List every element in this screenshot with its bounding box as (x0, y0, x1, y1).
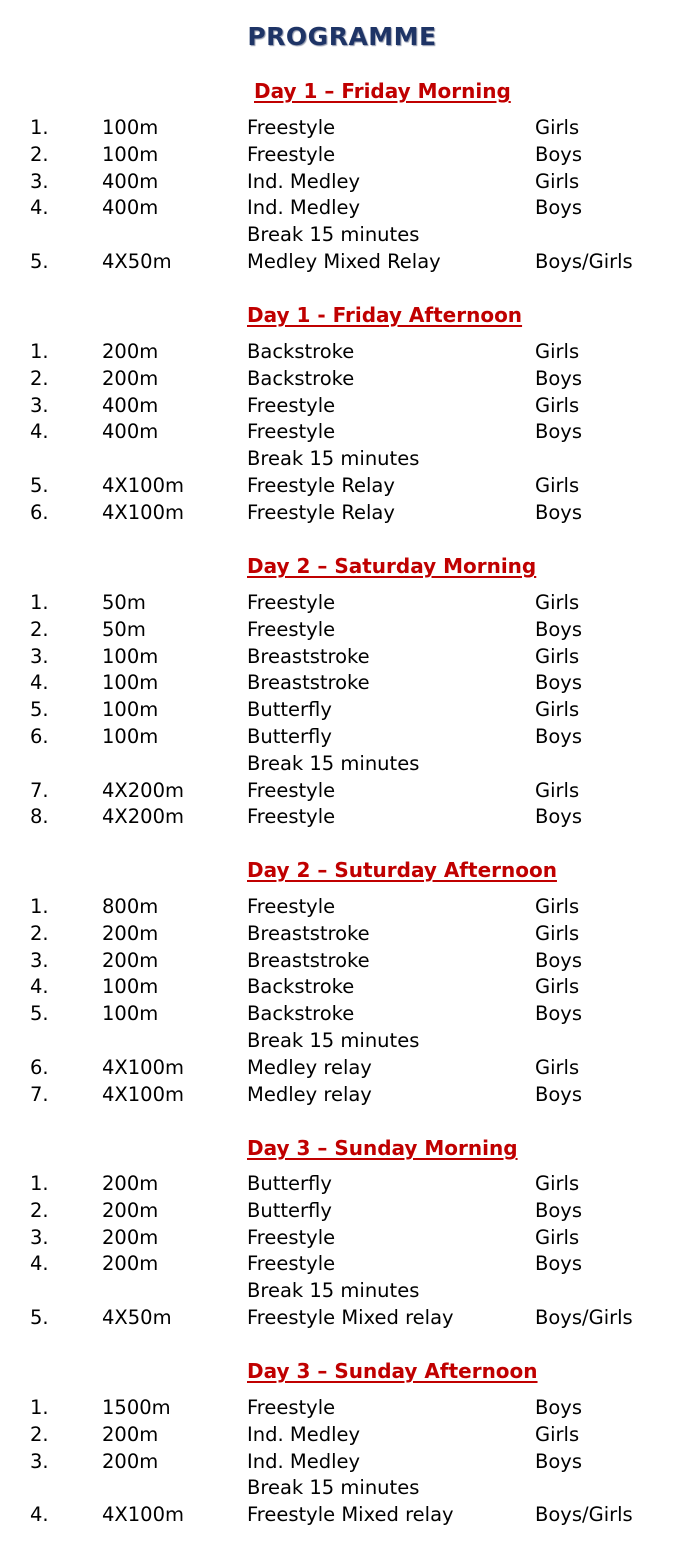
session-heading: Day 2 – Saturday Morning (247, 554, 537, 578)
event-gender: Girls (535, 116, 580, 139)
event-gender: Girls (535, 698, 580, 722)
event-gender: Boys (535, 1396, 583, 1419)
event-name: Breaststroke (247, 921, 370, 945)
event-row (0, 115, 684, 142)
event-row (0, 921, 684, 948)
event-row (0, 1001, 684, 1028)
event-distance: 100m (102, 975, 159, 999)
event-distance: 4X200m (102, 778, 184, 802)
event-distance: 4X100m (102, 1082, 184, 1106)
event-number: 1. (30, 340, 49, 363)
event-gender: Boys (535, 1449, 583, 1473)
event-name: Freestyle (247, 1225, 336, 1249)
event-number: 8. (30, 805, 49, 829)
event-number: 3. (30, 1449, 49, 1473)
event-row (0, 617, 684, 644)
event-name: Freestyle Relay (247, 500, 395, 524)
event-name: Butterfly (247, 698, 332, 722)
event-gender: Girls (535, 1422, 580, 1446)
event-distance: 200m (102, 1449, 159, 1473)
session-heading: Day 3 – Sunday Morning (247, 1136, 518, 1160)
event-number: 5. (30, 474, 49, 497)
event-gender: Boys (535, 500, 583, 524)
event-number: 5. (30, 250, 49, 273)
event-gender: Girls (535, 921, 580, 945)
break-row (0, 1475, 684, 1502)
event-gender: Boys (535, 142, 583, 166)
event-gender: Boys (535, 948, 583, 972)
event-row (0, 1251, 684, 1278)
event-name: Ind. Medley (247, 1422, 361, 1446)
event-distance: 400m (102, 420, 159, 444)
event-name: Break 15 minutes (247, 1029, 420, 1052)
event-number: 1. (30, 895, 49, 918)
event-name: Freestyle (247, 778, 336, 802)
event-row (0, 644, 684, 671)
event-distance: 4X50m (102, 250, 172, 273)
event-distance: 4X100m (102, 474, 184, 497)
event-row (0, 473, 684, 500)
event-number: 3. (30, 393, 49, 417)
event-row (0, 670, 684, 697)
event-distance: 200m (102, 1198, 159, 1222)
event-number: 2. (30, 142, 49, 166)
event-distance: 100m (102, 698, 159, 722)
event-distance: 200m (102, 948, 159, 972)
event-number: 4. (30, 1503, 49, 1527)
event-gender: Girls (535, 169, 580, 193)
event-row (0, 500, 684, 527)
event-name: Butterfly (247, 1198, 332, 1222)
event-name: Medley relay (247, 1055, 372, 1079)
event-number: 7. (30, 1082, 49, 1106)
event-distance: 4X100m (102, 1503, 184, 1527)
event-distance: 50m (102, 591, 146, 614)
event-gender: Boys/Girls (535, 250, 633, 273)
event-row (0, 724, 684, 751)
event-distance: 4X200m (102, 805, 184, 829)
event-gender: Girls (535, 1172, 580, 1195)
event-number: 6. (30, 1055, 49, 1079)
event-row (0, 1198, 684, 1225)
event-gender: Boys (535, 1082, 583, 1106)
event-number: 1. (30, 116, 49, 139)
event-distance: 1500m (102, 1396, 171, 1419)
event-name: Break 15 minutes (247, 1279, 420, 1303)
event-name: Freestyle (247, 116, 336, 139)
event-gender: Boys (535, 671, 583, 695)
event-name: Freestyle (247, 393, 336, 417)
event-row (0, 1395, 684, 1422)
break-row (0, 1278, 684, 1305)
event-distance: 200m (102, 340, 159, 363)
event-number: 4. (30, 420, 49, 444)
event-gender: Girls (535, 591, 580, 614)
break-row (0, 1028, 684, 1055)
event-distance: 200m (102, 1172, 159, 1195)
event-distance: 100m (102, 644, 159, 668)
event-number: 6. (30, 500, 49, 524)
event-distance: 100m (102, 116, 159, 139)
event-distance: 400m (102, 196, 159, 220)
event-row (0, 169, 684, 196)
event-row (0, 1055, 684, 1082)
event-gender: Girls (535, 1225, 580, 1249)
event-number: 1. (30, 591, 49, 614)
event-number: 4. (30, 196, 49, 220)
event-name: Freestyle Relay (247, 474, 395, 497)
event-number: 2. (30, 1198, 49, 1222)
event-number: 3. (30, 1225, 49, 1249)
event-distance: 400m (102, 393, 159, 417)
event-row (0, 1082, 684, 1109)
event-row (0, 948, 684, 975)
event-name: Freestyle Mixed relay (247, 1306, 454, 1329)
event-gender: Boys (535, 725, 583, 748)
event-name: Freestyle Mixed relay (247, 1503, 454, 1527)
event-row (0, 419, 684, 446)
event-gender: Boys (535, 617, 583, 641)
event-number: 3. (30, 169, 49, 193)
event-name: Breaststroke (247, 644, 370, 668)
event-distance: 4X100m (102, 1055, 184, 1079)
event-number: 5. (30, 1306, 49, 1329)
event-name: Freestyle (247, 805, 336, 829)
break-row (0, 446, 684, 473)
event-row (0, 974, 684, 1001)
event-row (0, 804, 684, 831)
event-gender: Boys (535, 366, 583, 390)
event-distance: 400m (102, 169, 159, 193)
event-gender: Boys (535, 196, 583, 220)
event-name: Backstroke (247, 1002, 355, 1026)
event-gender: Boys/Girls (535, 1306, 633, 1329)
event-name: Freestyle (247, 1252, 336, 1276)
event-row (0, 195, 684, 222)
event-name: Ind. Medley (247, 169, 361, 193)
event-row (0, 894, 684, 921)
session-heading: Day 2 – Suturday Afternoon (247, 858, 557, 882)
event-name: Freestyle (247, 895, 336, 918)
session-heading: Day 1 – Friday Morning (254, 79, 511, 103)
event-name: Butterfly (247, 725, 332, 748)
event-distance: 100m (102, 142, 159, 166)
event-number: 4. (30, 975, 49, 999)
event-number: 6. (30, 725, 49, 748)
event-name: Breaststroke (247, 671, 370, 695)
event-number: 5. (30, 1002, 49, 1026)
event-distance: 200m (102, 366, 159, 390)
event-gender: Girls (535, 975, 580, 999)
event-gender: Girls (535, 1055, 580, 1079)
event-name: Medley Mixed Relay (247, 250, 441, 273)
event-row (0, 1305, 684, 1332)
event-gender: Boys/Girls (535, 1503, 633, 1527)
event-name: Medley relay (247, 1082, 372, 1106)
event-gender: Girls (535, 393, 580, 417)
event-row (0, 142, 684, 169)
event-distance: 200m (102, 921, 159, 945)
event-number: 2. (30, 1422, 49, 1446)
event-gender: Girls (535, 778, 580, 802)
event-row (0, 1502, 684, 1529)
event-number: 1. (30, 1172, 49, 1195)
event-distance: 200m (102, 1252, 159, 1276)
event-number: 1. (30, 1396, 49, 1419)
event-distance: 100m (102, 1002, 159, 1026)
event-name: Ind. Medley (247, 1449, 361, 1473)
event-name: Freestyle (247, 420, 336, 444)
event-row (0, 697, 684, 724)
event-gender: Boys (535, 420, 583, 444)
event-name: Breaststroke (247, 948, 370, 972)
session-heading: Day 1 - Friday Afternoon (247, 303, 523, 327)
event-distance: 100m (102, 671, 159, 695)
event-number: 2. (30, 366, 49, 390)
session-heading: Day 3 – Sunday Afternoon (247, 1359, 538, 1383)
event-gender: Girls (535, 340, 580, 363)
event-row (0, 1422, 684, 1449)
event-gender: Boys (535, 1002, 583, 1026)
event-distance: 100m (102, 725, 159, 748)
event-distance: 800m (102, 895, 159, 918)
event-name: Break 15 minutes (247, 223, 420, 247)
event-number: 7. (30, 778, 49, 802)
event-gender: Girls (535, 644, 580, 668)
break-row (0, 222, 684, 249)
event-name: Break 15 minutes (247, 751, 420, 775)
event-distance: 4X100m (102, 500, 184, 524)
event-name: Butterfly (247, 1172, 332, 1195)
event-row (0, 249, 684, 276)
event-row (0, 339, 684, 366)
event-gender: Girls (535, 895, 580, 918)
event-name: Freestyle (247, 617, 336, 641)
event-name: Ind. Medley (247, 196, 361, 220)
event-gender: Girls (535, 474, 580, 497)
event-distance: 4X50m (102, 1306, 172, 1329)
event-name: Freestyle (247, 1396, 336, 1419)
event-number: 5. (30, 698, 49, 722)
event-row (0, 590, 684, 617)
event-name: Backstroke (247, 340, 355, 363)
event-name: Break 15 minutes (247, 1476, 420, 1500)
event-name: Freestyle (247, 142, 336, 166)
event-number: 2. (30, 921, 49, 945)
event-row (0, 366, 684, 393)
event-number: 3. (30, 948, 49, 972)
event-number: 4. (30, 1252, 49, 1276)
event-number: 3. (30, 644, 49, 668)
event-name: Freestyle (247, 591, 336, 614)
event-name: Backstroke (247, 366, 355, 390)
event-number: 4. (30, 671, 49, 695)
event-distance: 200m (102, 1422, 159, 1446)
event-name: Backstroke (247, 975, 355, 999)
event-gender: Boys (535, 805, 583, 829)
event-row (0, 1225, 684, 1252)
event-distance: 200m (102, 1225, 159, 1249)
event-gender: Boys (535, 1252, 583, 1276)
break-row (0, 751, 684, 778)
event-row (0, 1449, 684, 1476)
event-distance: 50m (102, 617, 146, 641)
event-row (0, 778, 684, 805)
event-row (0, 393, 684, 420)
event-name: Break 15 minutes (247, 447, 420, 471)
event-number: 2. (30, 617, 49, 641)
event-gender: Boys (535, 1198, 583, 1222)
page-title: PROGRAMME (247, 22, 437, 51)
event-row (0, 1171, 684, 1198)
